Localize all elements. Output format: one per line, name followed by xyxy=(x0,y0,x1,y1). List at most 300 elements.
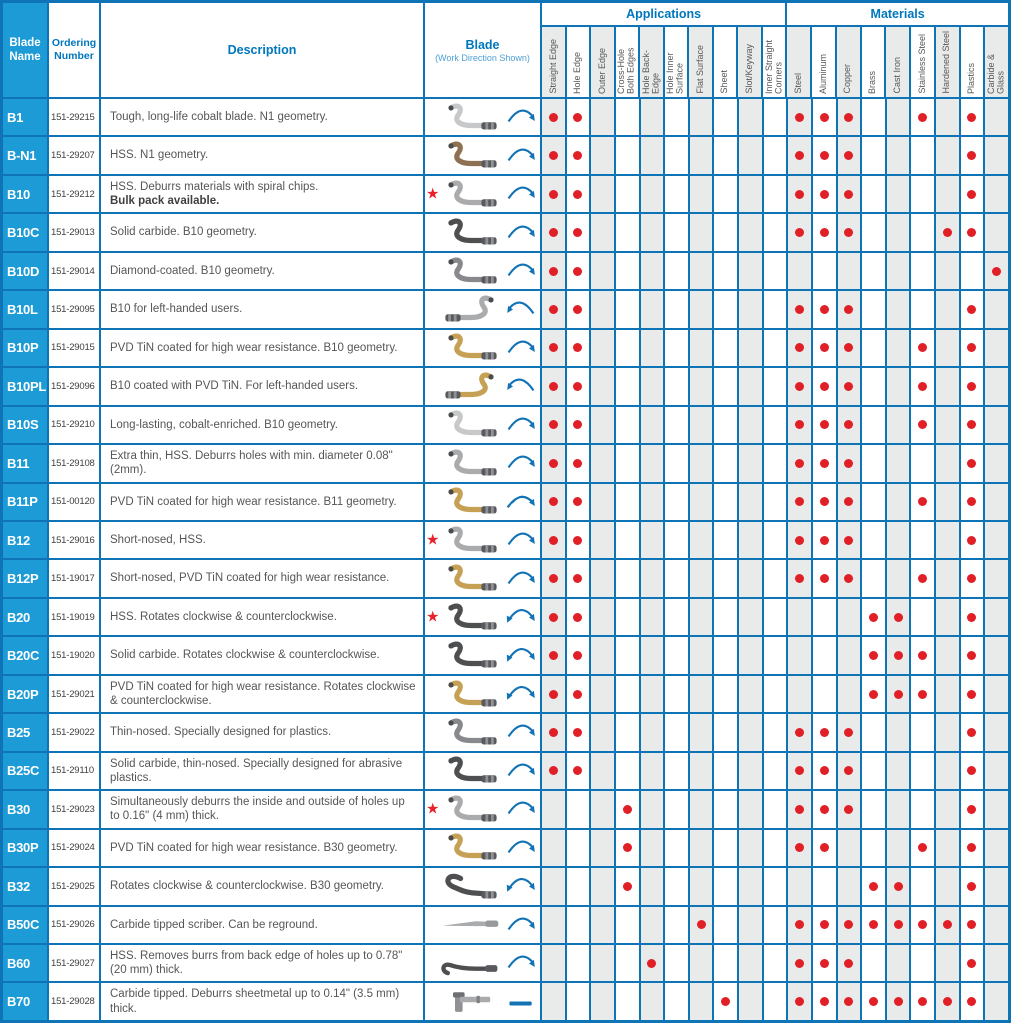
matrix-cell xyxy=(862,99,887,135)
matrix-cell xyxy=(764,714,789,750)
capability-dot xyxy=(992,267,1001,276)
matrix-cell xyxy=(591,868,616,904)
description-text: PVD TiN coated for high wear resistance. B11 geometry. xyxy=(110,495,397,508)
matrix-cell xyxy=(813,368,838,404)
ordering-number-cell: 151-19019 xyxy=(49,599,101,635)
capability-dot xyxy=(549,305,558,314)
matrix-cell xyxy=(739,714,764,750)
matrix-cell xyxy=(936,214,961,250)
blade-image-cell xyxy=(425,791,542,827)
matrix-cell xyxy=(985,522,1008,558)
description-cell xyxy=(101,753,425,789)
matrix-cell xyxy=(714,291,739,327)
matrix-cell xyxy=(690,330,715,366)
work-direction-arrow-icon xyxy=(505,298,537,320)
matrix-cell xyxy=(788,330,813,366)
matrix-cell xyxy=(936,714,961,750)
capability-dot xyxy=(967,343,976,352)
matrix-cell xyxy=(985,330,1008,366)
blade-image-cell xyxy=(425,522,542,558)
blade-image-cell xyxy=(425,176,542,212)
capability-dot xyxy=(549,459,558,468)
capability-dot xyxy=(795,497,804,506)
matrix-cell xyxy=(813,176,838,212)
capability-dot xyxy=(844,766,853,775)
matrix-cell xyxy=(739,445,764,481)
capability-dot xyxy=(844,805,853,814)
matrix-cell xyxy=(764,868,789,904)
capability-dot xyxy=(573,536,582,545)
matrix-cell xyxy=(665,253,690,289)
matrix-cell xyxy=(641,484,666,520)
matrix-cell xyxy=(862,445,887,481)
blade-name-cell: B10S xyxy=(3,407,49,443)
matrix-cell xyxy=(911,637,936,673)
description-text: PVD TiN coated for high wear resistance. B30 geometry. xyxy=(110,841,398,854)
matrix-cell xyxy=(690,676,715,712)
capability-dot xyxy=(549,267,558,276)
matrix-cell xyxy=(862,907,887,943)
capability-dot xyxy=(820,420,829,429)
matrix-cell xyxy=(788,830,813,866)
matrix-cell xyxy=(591,214,616,250)
work-direction-arrow-icon xyxy=(505,183,537,205)
column-label: Flat Surface xyxy=(694,45,705,94)
capability-dot xyxy=(549,497,558,506)
work-direction-arrow-icon xyxy=(505,606,537,628)
matrix-cell xyxy=(936,560,961,596)
matrix-cell xyxy=(838,868,863,904)
matrix-cell xyxy=(911,522,936,558)
matrix-cell xyxy=(591,291,616,327)
matrix-cell xyxy=(616,407,641,443)
capability-dot xyxy=(967,536,976,545)
capability-dot xyxy=(795,113,804,122)
matrix-cell xyxy=(616,214,641,250)
matrix-cell xyxy=(739,176,764,212)
matrix-cell xyxy=(936,868,961,904)
matrix-cell xyxy=(739,907,764,943)
column-label: Outer Edge xyxy=(596,47,607,94)
matrix-cell xyxy=(764,753,789,789)
matrix-cell xyxy=(985,945,1008,981)
description-text: B10 coated with PVD TiN. For left-handed users. xyxy=(110,380,359,393)
capability-dot xyxy=(967,728,976,737)
description-text: HSS. Removes burrs from back edge of holes up to 0.78" (20 mm) thick. xyxy=(110,949,403,977)
description-cell xyxy=(101,830,425,866)
matrix-cell xyxy=(961,945,986,981)
matrix-cell xyxy=(591,714,616,750)
matrix-cell xyxy=(985,407,1008,443)
matrix-cell xyxy=(616,945,641,981)
work-direction-arrow-icon xyxy=(505,837,537,859)
capability-dot xyxy=(549,420,558,429)
rotated-column-header xyxy=(665,27,690,97)
matrix-cell xyxy=(887,368,912,404)
table-row xyxy=(3,599,1008,637)
matrix-cell xyxy=(665,445,690,481)
description-cell xyxy=(101,137,425,173)
table-row xyxy=(3,907,1008,945)
matrix-cell xyxy=(788,599,813,635)
matrix-cell xyxy=(616,830,641,866)
matrix-cell xyxy=(961,445,986,481)
capability-dot xyxy=(549,690,558,699)
matrix-cell xyxy=(567,137,592,173)
work-direction-arrow-icon xyxy=(505,914,537,936)
capability-dot xyxy=(820,536,829,545)
rotated-column-header xyxy=(738,27,763,97)
matrix-cell xyxy=(591,907,616,943)
blade-image-cell xyxy=(425,137,542,173)
table-row xyxy=(3,945,1008,983)
work-direction-arrow-icon xyxy=(505,568,537,590)
matrix-cell xyxy=(641,291,666,327)
matrix-cell xyxy=(911,868,936,904)
matrix-cell xyxy=(887,791,912,827)
matrix-cell xyxy=(813,868,838,904)
description-cell xyxy=(101,983,425,1019)
description-text: HSS. Deburrs materials with spiral chips. xyxy=(110,180,319,193)
matrix-cell xyxy=(862,291,887,327)
matrix-cell xyxy=(936,983,961,1019)
matrix-cell xyxy=(813,637,838,673)
capability-dot xyxy=(967,882,976,891)
blade-photo xyxy=(439,293,503,326)
matrix-cell xyxy=(567,791,592,827)
matrix-cell xyxy=(739,253,764,289)
blade-image-cell xyxy=(425,99,542,135)
matrix-cell xyxy=(616,99,641,135)
matrix-cell xyxy=(961,637,986,673)
capability-dot xyxy=(894,997,903,1006)
matrix-cell xyxy=(567,253,592,289)
matrix-cell xyxy=(788,445,813,481)
matrix-cell xyxy=(788,99,813,135)
description-text: PVD TiN coated for high wear resistance. B10 geometry. xyxy=(110,341,398,354)
blade-image-cell xyxy=(425,714,542,750)
capability-dot xyxy=(795,728,804,737)
description-cell xyxy=(101,445,425,481)
capability-dot xyxy=(820,343,829,352)
matrix-cell xyxy=(838,791,863,827)
column-label: Cast Iron xyxy=(891,57,902,94)
matrix-cell xyxy=(567,330,592,366)
matrix-cell xyxy=(764,176,789,212)
matrix-cell xyxy=(567,214,592,250)
matrix-cell xyxy=(764,330,789,366)
capability-dot xyxy=(795,228,804,237)
matrix-cell xyxy=(690,983,715,1019)
matrix-cell xyxy=(961,753,986,789)
matrix-cell xyxy=(985,291,1008,327)
matrix-cell xyxy=(813,714,838,750)
matrix-cell xyxy=(641,637,666,673)
blade-name-cell: B60 xyxy=(3,945,49,981)
matrix-cell xyxy=(739,560,764,596)
capability-dot xyxy=(943,997,952,1006)
blade-image-cell xyxy=(425,214,542,250)
matrix-cell xyxy=(813,791,838,827)
matrix-cell xyxy=(690,99,715,135)
capability-dot xyxy=(844,305,853,314)
matrix-cell xyxy=(591,445,616,481)
matrix-cell xyxy=(961,599,986,635)
matrix-cell xyxy=(739,791,764,827)
matrix-cell xyxy=(764,407,789,443)
table-row xyxy=(3,368,1008,406)
matrix-cell xyxy=(961,830,986,866)
capability-dot xyxy=(573,228,582,237)
matrix-cell xyxy=(641,407,666,443)
matrix-cell xyxy=(714,560,739,596)
work-direction-arrow-icon xyxy=(505,260,537,282)
matrix-cell xyxy=(936,291,961,327)
matrix-cell xyxy=(641,137,666,173)
matrix-cell xyxy=(616,676,641,712)
capability-dot xyxy=(820,228,829,237)
matrix-cell xyxy=(616,791,641,827)
blade-image-cell xyxy=(425,945,542,981)
matrix-cell xyxy=(690,368,715,404)
matrix-cell xyxy=(788,407,813,443)
work-direction-arrow-icon xyxy=(505,145,537,167)
matrix-cell xyxy=(616,445,641,481)
matrix-cell xyxy=(862,368,887,404)
capability-dot xyxy=(918,497,927,506)
matrix-cell xyxy=(641,445,666,481)
matrix-cell xyxy=(616,560,641,596)
description-cell xyxy=(101,484,425,520)
matrix-cell xyxy=(542,791,567,827)
matrix-cell xyxy=(665,176,690,212)
matrix-cell xyxy=(985,214,1008,250)
matrix-cell xyxy=(616,983,641,1019)
matrix-cell xyxy=(665,753,690,789)
capability-dot xyxy=(549,574,558,583)
matrix-cell xyxy=(887,560,912,596)
matrix-cell xyxy=(936,522,961,558)
matrix-cell xyxy=(714,676,739,712)
matrix-cell xyxy=(887,637,912,673)
description-text: Solid carbide, thin-nosed. Specially designed for abrasive plastics. xyxy=(110,757,403,784)
matrix-cell xyxy=(936,99,961,135)
matrix-cell xyxy=(690,791,715,827)
matrix-cell xyxy=(714,253,739,289)
blade-photo xyxy=(439,331,503,364)
matrix-cell xyxy=(714,484,739,520)
matrix-cell xyxy=(665,830,690,866)
matrix-cell xyxy=(591,253,616,289)
applications-group-label: Applications xyxy=(542,3,787,27)
matrix-cell xyxy=(591,368,616,404)
rotated-column-header xyxy=(961,27,986,97)
blade-image-cell xyxy=(425,676,542,712)
matrix-cell xyxy=(739,599,764,635)
matrix-cell xyxy=(788,753,813,789)
ordering-number-cell: 151-19020 xyxy=(49,637,101,673)
capability-dot xyxy=(549,728,558,737)
matrix-cell xyxy=(665,983,690,1019)
capability-dot xyxy=(844,497,853,506)
matrix-cell xyxy=(714,176,739,212)
capability-dot xyxy=(967,959,976,968)
capability-dot xyxy=(795,766,804,775)
matrix-cell xyxy=(690,176,715,212)
matrix-cell xyxy=(838,676,863,712)
description-cell xyxy=(101,407,425,443)
capability-dot xyxy=(623,805,632,814)
capability-dot xyxy=(549,190,558,199)
blade-name-cell: B25 xyxy=(3,714,49,750)
capability-dot xyxy=(967,190,976,199)
table-row xyxy=(3,176,1008,214)
matrix-cell xyxy=(591,830,616,866)
matrix-cell xyxy=(665,714,690,750)
blade-photo xyxy=(439,562,503,595)
matrix-cell xyxy=(838,983,863,1019)
blade-name-cell: B10PL xyxy=(3,368,49,404)
matrix-cell xyxy=(591,484,616,520)
matrix-cell xyxy=(788,868,813,904)
matrix-cell xyxy=(862,676,887,712)
matrix-cell xyxy=(813,945,838,981)
matrix-cell xyxy=(862,330,887,366)
matrix-cell xyxy=(690,714,715,750)
matrix-cell xyxy=(641,676,666,712)
matrix-cell xyxy=(764,676,789,712)
table-row xyxy=(3,407,1008,445)
description-cell xyxy=(101,214,425,250)
matrix-cell xyxy=(862,868,887,904)
matrix-cell xyxy=(985,637,1008,673)
ordering-number-cell: 151-29096 xyxy=(49,368,101,404)
matrix-cell xyxy=(887,176,912,212)
matrix-cell xyxy=(739,522,764,558)
matrix-cell xyxy=(567,445,592,481)
table-row xyxy=(3,99,1008,137)
description-text: B10 for left-handed users. xyxy=(110,303,243,316)
rotated-column-header xyxy=(886,27,911,97)
capability-dot xyxy=(820,497,829,506)
blade-photo xyxy=(439,678,503,711)
matrix-cell xyxy=(788,714,813,750)
matrix-cell xyxy=(665,791,690,827)
blade-name-cell: B30P xyxy=(3,830,49,866)
matrix-cell xyxy=(887,830,912,866)
capability-dot xyxy=(623,843,632,852)
capability-dot xyxy=(820,190,829,199)
matrix-cell xyxy=(961,676,986,712)
matrix-cell xyxy=(714,445,739,481)
blade-name-cell: B70 xyxy=(3,983,49,1019)
work-direction-arrow-icon xyxy=(505,529,537,551)
ordering-number-cell: 151-29014 xyxy=(49,253,101,289)
capability-dot xyxy=(573,382,582,391)
capability-dot xyxy=(869,690,878,699)
capability-dot xyxy=(967,613,976,622)
matrix-cell xyxy=(542,368,567,404)
matrix-cell xyxy=(887,868,912,904)
matrix-cell xyxy=(665,522,690,558)
capability-dot xyxy=(844,420,853,429)
capability-dot xyxy=(967,651,976,660)
ordering-number-cell: 151-29026 xyxy=(49,907,101,943)
matrix-cell xyxy=(936,791,961,827)
matrix-cell xyxy=(616,599,641,635)
capability-dot xyxy=(573,574,582,583)
matrix-cell xyxy=(714,407,739,443)
capability-dot xyxy=(573,113,582,122)
matrix-cell xyxy=(887,253,912,289)
matrix-cell xyxy=(911,330,936,366)
matrix-cell xyxy=(813,99,838,135)
capability-dot xyxy=(844,113,853,122)
capability-dot xyxy=(844,574,853,583)
capability-dot xyxy=(573,651,582,660)
capability-dot xyxy=(844,997,853,1006)
matrix-cell xyxy=(739,830,764,866)
matrix-cell xyxy=(739,753,764,789)
matrix-cell xyxy=(911,407,936,443)
capability-dot xyxy=(573,497,582,506)
blade-photo xyxy=(439,255,503,288)
capability-dot xyxy=(795,343,804,352)
matrix-cell xyxy=(616,714,641,750)
matrix-cell xyxy=(714,714,739,750)
matrix-cell xyxy=(665,214,690,250)
rotated-column-header xyxy=(591,27,616,97)
rotated-column-header xyxy=(985,27,1008,97)
matrix-cell xyxy=(838,137,863,173)
capability-dot xyxy=(820,766,829,775)
blade-photo xyxy=(439,485,503,518)
matrix-cell xyxy=(616,907,641,943)
matrix-cell xyxy=(813,676,838,712)
ordering-number-cell: 151-29024 xyxy=(49,830,101,866)
column-label: Copper xyxy=(842,64,853,94)
matrix-cell xyxy=(641,330,666,366)
star-icon: ★ xyxy=(426,608,440,626)
description-text: Long-lasting, cobalt-enriched. B10 geometry. xyxy=(110,418,339,431)
matrix-cell xyxy=(911,368,936,404)
description-text: Thin-nosed. Specially designed for plastics. xyxy=(110,726,332,739)
matrix-cell xyxy=(739,407,764,443)
capability-dot xyxy=(820,113,829,122)
matrix-cell xyxy=(887,676,912,712)
capability-dot xyxy=(918,113,927,122)
matrix-cell xyxy=(616,637,641,673)
matrix-cell xyxy=(690,484,715,520)
rotated-column-header xyxy=(763,27,788,97)
matrix-cell xyxy=(838,99,863,135)
column-label: Plastics xyxy=(966,62,977,94)
capability-dot xyxy=(894,920,903,929)
matrix-cell xyxy=(961,868,986,904)
capability-dot xyxy=(820,920,829,929)
matrix-cell xyxy=(665,99,690,135)
matrix-cell xyxy=(764,99,789,135)
column-label: Inner Straight Corners xyxy=(763,39,784,94)
capability-dot xyxy=(844,190,853,199)
capability-dot xyxy=(795,959,804,968)
blade-photo xyxy=(439,716,503,749)
matrix-cell xyxy=(616,753,641,789)
description-cell xyxy=(101,253,425,289)
capability-dot xyxy=(943,920,952,929)
work-direction-arrow-icon xyxy=(505,721,537,743)
matrix-cell xyxy=(567,484,592,520)
